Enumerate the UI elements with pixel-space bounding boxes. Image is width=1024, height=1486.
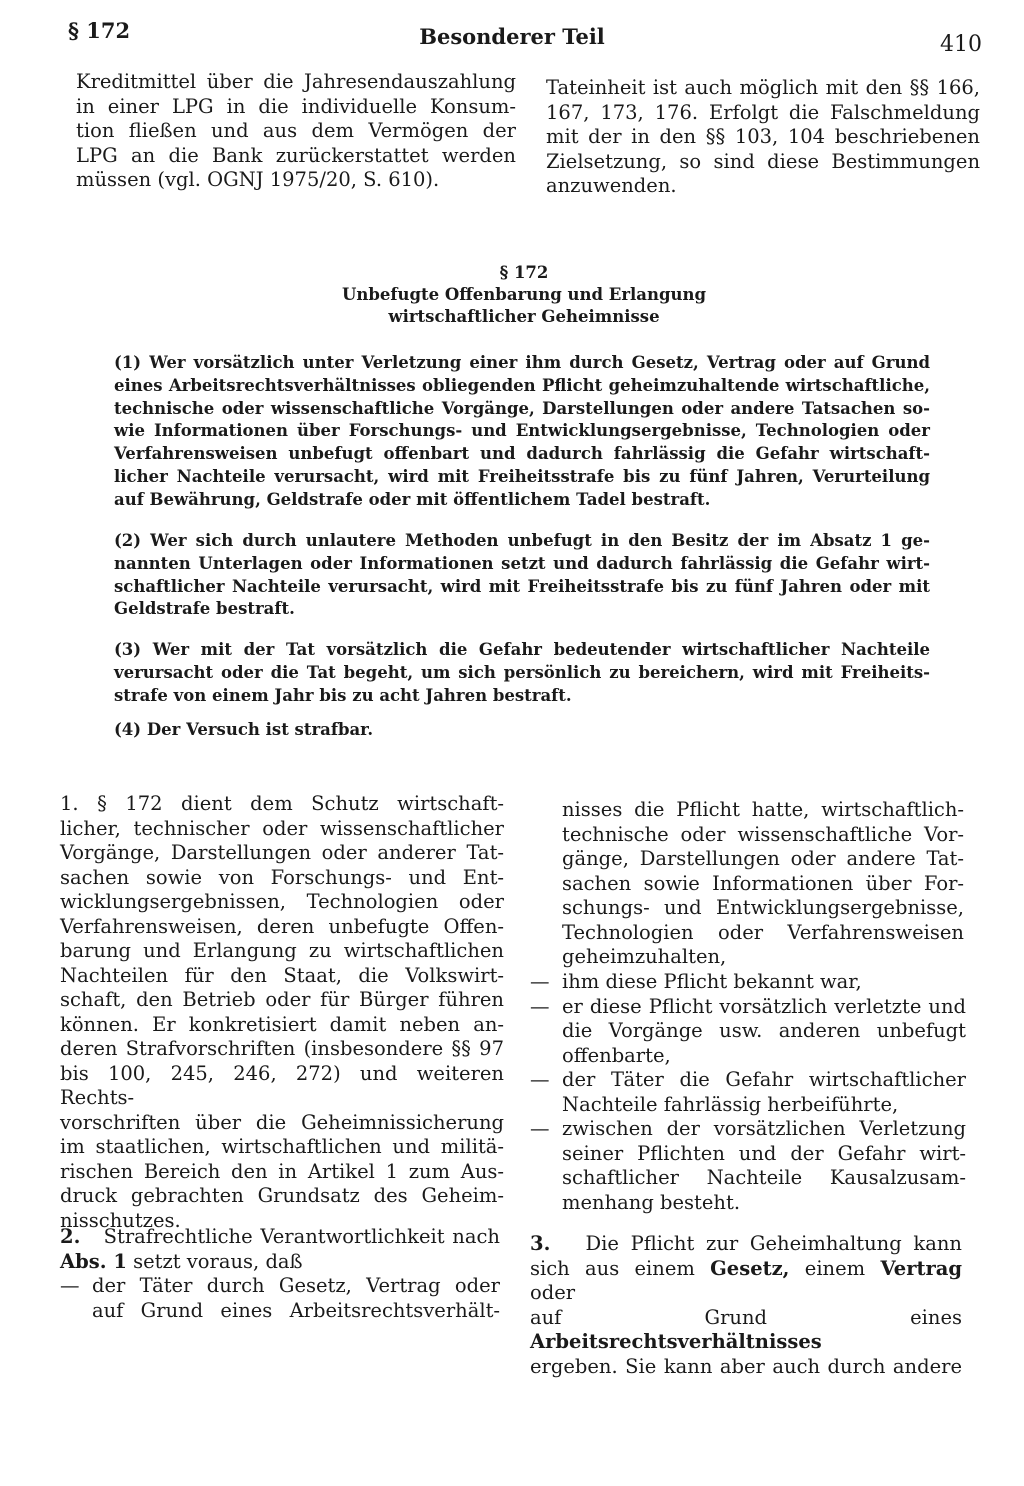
note-number: 3. bbox=[530, 1232, 551, 1255]
commentary-note-2-continued bbox=[562, 798, 964, 970]
text-line: geheimzuhalten, bbox=[562, 945, 727, 968]
commentary-note-2 bbox=[60, 1225, 500, 1323]
law-section-heading bbox=[0, 262, 1024, 328]
text-line: wie Informationen über Forschungs- und Entwicklungsergebnisse, Technologien oder bbox=[114, 421, 930, 441]
dash-list-item bbox=[530, 1117, 966, 1215]
text-line: die Vorgänge usw. anderen unbefugt bbox=[562, 1019, 966, 1042]
text-span: setzt voraus, daß bbox=[133, 1249, 303, 1273]
text-line: licher, technischer oder wissenschaftlicher bbox=[60, 816, 504, 840]
running-header-section: § 172 bbox=[68, 18, 131, 43]
text-line: LPG an die Bank zurückerstattet werden bbox=[76, 143, 516, 167]
text-line: menhang besteht. bbox=[562, 1190, 741, 1214]
text-line: er diese Pflicht vorsätzlich verletzte und bbox=[562, 994, 966, 1018]
note-number: 2. bbox=[60, 1225, 81, 1248]
running-header-title: Besonderer Teil bbox=[419, 24, 605, 49]
text-line: der Täter die Gefahr wirtschaftlicher bbox=[562, 1068, 966, 1091]
text-line: ihm diese Pflicht bekannt war, bbox=[562, 970, 862, 993]
dash-marker: — bbox=[530, 1068, 550, 1091]
text-span: einem bbox=[804, 1256, 866, 1280]
text-line: technische oder wissenschaftliche Vorgänge, Darstellungen oder andere Tatsachen so- bbox=[114, 398, 930, 418]
text-line: deren Strafvorschriften (insbesondere §§ 97 bbox=[60, 1037, 504, 1060]
law-paragraph-3 bbox=[114, 639, 930, 707]
text-line: wicklungsergebnissen, Technologien oder bbox=[60, 890, 504, 913]
text-line: auf Bewährung, Geldstrafe oder mit öffentlichem Tadel bestraft. bbox=[114, 489, 711, 509]
emphasis: Arbeitsrechtsverhältnisses bbox=[530, 1330, 822, 1353]
text-line: bis 100, 245, 246, 272) und weiteren Rechts- bbox=[60, 1061, 504, 1109]
text-line: sachen sowie von Forschungs- und Ent- bbox=[60, 865, 504, 889]
text-line: Nachteile fahrlässig herbeiführte, bbox=[562, 1092, 899, 1116]
text-line: Verfahrensweisen unbefugt offenbart und dadurch fahrlässig die Gefahr wirtschaft- bbox=[114, 444, 930, 464]
dash-list-item bbox=[530, 970, 966, 995]
text-line: mit der in den §§ 103, 104 beschriebenen bbox=[546, 125, 980, 148]
text-span: Die Pflicht zur Geheimhaltung kann bbox=[585, 1232, 962, 1255]
text-line: strafe von einem Jahr bis zu acht Jahren bestraft. bbox=[114, 685, 572, 705]
law-paragraph-4 bbox=[114, 719, 930, 742]
text-line: auf Grund eines Arbeitsrechtsverhält- bbox=[92, 1298, 500, 1322]
text-line: im staatlichen, wirtschaftlichen und militä- bbox=[60, 1135, 504, 1158]
text-line: Zielsetzung, so sind diese Bestimmungen bbox=[546, 149, 980, 173]
text-line: (2) Wer sich durch unlautere Methoden unbefugt in den Besitz der im Absatz 1 ge- bbox=[114, 531, 930, 550]
text-line: nisschutzes. bbox=[60, 1208, 181, 1232]
text-span: oder bbox=[530, 1281, 576, 1304]
text-line: barung und Erlangung zu wirtschaftlichen bbox=[60, 939, 504, 962]
text-line: verursacht oder die Tat begeht, um sich persönlich zu bereichern, wird mit Freiheits- bbox=[114, 662, 930, 682]
text-line: vorschriften über die Geheimnissicherung bbox=[60, 1110, 504, 1134]
dash-marker: — bbox=[530, 994, 550, 1018]
text-span: auf Grund eines bbox=[530, 1305, 962, 1329]
dash-marker: — bbox=[60, 1274, 80, 1297]
text-line: (4) Der Versuch ist strafbar. bbox=[114, 720, 374, 739]
text-line: nisses die Pflicht hatte, wirtschaftlich- bbox=[562, 798, 964, 821]
text-line: (3) Wer mit der Tat vorsätzlich die Gefahr bedeutender wirtschaftlicher Nachteile bbox=[114, 640, 930, 659]
text-line: rischen Bereich den in Artikel 1 zum Aus- bbox=[60, 1159, 504, 1183]
law-section-title: Unbefugte Offenbarung und Erlangung bbox=[341, 285, 707, 304]
emphasis: Gesetz, bbox=[710, 1256, 790, 1280]
law-section-number: § 172 bbox=[499, 263, 549, 282]
text-span: Strafrechtliche Verantwortlichkeit nach bbox=[103, 1225, 500, 1248]
text-line: Geldstrafe bestraft. bbox=[114, 599, 295, 619]
text-line: Technologien oder Verfahrensweisen bbox=[562, 920, 964, 944]
text-line: der Täter durch Gesetz, Vertrag oder bbox=[92, 1274, 500, 1297]
page-number: 410 bbox=[940, 32, 982, 57]
text-line: ergeben. Sie kann aber auch durch andere bbox=[530, 1354, 962, 1378]
law-paragraph-1 bbox=[114, 352, 930, 512]
text-line: anzuwenden. bbox=[546, 174, 677, 197]
text-line: offenbarte, bbox=[562, 1043, 671, 1067]
text-line: (1) Wer vorsätzlich unter Verletzung einer ihm durch Gesetz, Vertrag oder auf Grund bbox=[114, 353, 930, 372]
text-line: schungs- und Entwicklungsergebnisse, bbox=[562, 896, 964, 919]
text-line: sachen sowie Informationen über For- bbox=[562, 871, 964, 895]
text-line: druck gebrachten Grundsatz des Geheim- bbox=[60, 1184, 504, 1207]
emphasis: Abs. 1 bbox=[60, 1249, 127, 1273]
text-line: Nachteilen für den Staat, die Volkswirt- bbox=[60, 963, 504, 987]
text-line: Vorgänge, Darstellungen oder anderer Tat- bbox=[60, 841, 504, 864]
text-line: licher Nachteile verursacht, wird mit Freiheitsstrafe bis zu fünf Jahren, Verurteilung bbox=[114, 466, 930, 486]
text-line: technische oder wissenschaftliche Vor- bbox=[562, 822, 964, 846]
text-line: Kreditmittel über die Jahresendauszahlung bbox=[76, 70, 516, 93]
dash-marker: — bbox=[530, 1117, 550, 1140]
dash-list-item bbox=[530, 1068, 966, 1117]
text-line: können. Er konkretisiert damit neben an- bbox=[60, 1012, 504, 1036]
text-line: seiner Pflichten und der Gefahr wirt- bbox=[562, 1141, 966, 1165]
text-line: in einer LPG in die individuelle Konsum- bbox=[76, 94, 516, 118]
text-line: 1. § 172 dient dem Schutz wirtschaft- bbox=[60, 792, 504, 815]
dash-marker: — bbox=[530, 970, 550, 993]
text-line: schaftlicher Nachteile verursacht, wird mit Freiheitsstrafe bis zu fünf Jahren oder mit bbox=[114, 576, 930, 596]
text-line: Verfahrensweisen, deren unbefugte Offen- bbox=[60, 914, 504, 938]
commentary-note-1 bbox=[60, 792, 504, 1233]
commentary-note-3 bbox=[530, 1232, 962, 1379]
text-line: müssen (vgl. OGNJ 1975/20, S. 610). bbox=[76, 168, 440, 191]
text-line: schaft, den Betrieb oder für Bürger führen bbox=[60, 988, 504, 1011]
text-line: gänge, Darstellungen oder andere Tat- bbox=[562, 847, 964, 870]
text-line: zwischen der vorsätzlichen Verletzung bbox=[562, 1117, 966, 1140]
text-line: nannten Unterlagen oder Informationen setzt und dadurch fahrlässig die Gefahr wirt- bbox=[114, 553, 930, 573]
text-line: 167, 173, 176. Erfolgt die Falschmeldung bbox=[546, 100, 980, 124]
text-line: eines Arbeitsrechtsverhältnisses obliegenden Pflicht geheimzuhaltende wirtschaftliche, bbox=[114, 375, 930, 395]
text-span: sich aus einem bbox=[530, 1256, 695, 1280]
dash-list bbox=[530, 970, 966, 1215]
dash-list-item bbox=[530, 995, 966, 1069]
text-line: tion fließen und aus dem Vermögen der bbox=[76, 119, 516, 142]
text-line: Tateinheit ist auch möglich mit den §§ 166, bbox=[546, 76, 980, 99]
carryover-paragraph-right bbox=[546, 76, 980, 199]
carryover-paragraph-left bbox=[76, 70, 516, 193]
dash-list-item bbox=[60, 1274, 500, 1323]
law-paragraph-2 bbox=[114, 530, 930, 621]
text-line: schaftlicher Nachteile Kausalzusam- bbox=[562, 1166, 966, 1189]
emphasis: Vertrag bbox=[880, 1256, 963, 1280]
law-section-title: wirtschaftlicher Geheimnisse bbox=[388, 307, 660, 326]
